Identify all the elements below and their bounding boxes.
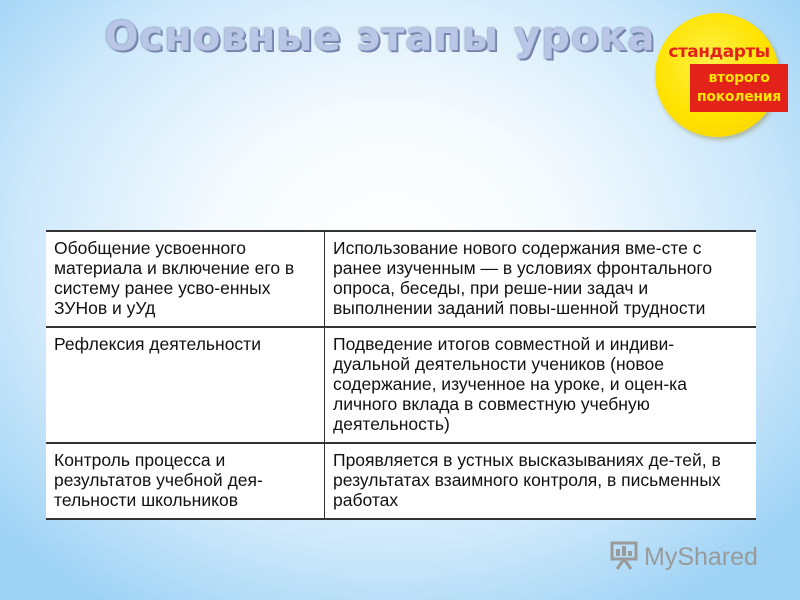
table-row (46, 327, 756, 443)
table-row (46, 231, 756, 327)
stage-cell: Обобщение усвоенного материала и включение его в систему ранее усво-енных ЗУНов и уУд (46, 231, 325, 327)
presentation-board-icon (608, 540, 640, 575)
badge-line-standards: стандарты (668, 42, 770, 62)
description-cell: Проявляется в устных высказываниях де-тей, в результатах взаимного контроля, в письменных работах (325, 443, 757, 519)
myshared-watermark[interactable] (608, 538, 768, 572)
stage-cell: Рефлексия деятельности (46, 327, 325, 443)
watermark-text: MyShared (644, 543, 758, 571)
stage-cell: Контроль процесса и результатов учебной дея-тельности школьников (46, 443, 325, 519)
standards-badge (655, 13, 779, 137)
description-cell: Использование нового содержания вме-сте с ранее изученным — в условиях фронтального опроса, беседы, при реше-нии задач и выполнении заданий повы-шенной трудности (325, 231, 757, 327)
badge-line-generation: поколения (697, 89, 781, 105)
lesson-stages-table (46, 230, 756, 520)
description-cell: Подведение итогов совместной и индиви-дуальной деятельности учеников (новое содержание, изученное на уроке, и оцен-ка личного вклада в совместную учебную деятельность) (325, 327, 757, 443)
badge-line-second: второго (708, 70, 770, 86)
badge-red-box (690, 64, 788, 112)
page-title: Основные этапы урока (104, 14, 656, 60)
table-row (46, 443, 756, 519)
